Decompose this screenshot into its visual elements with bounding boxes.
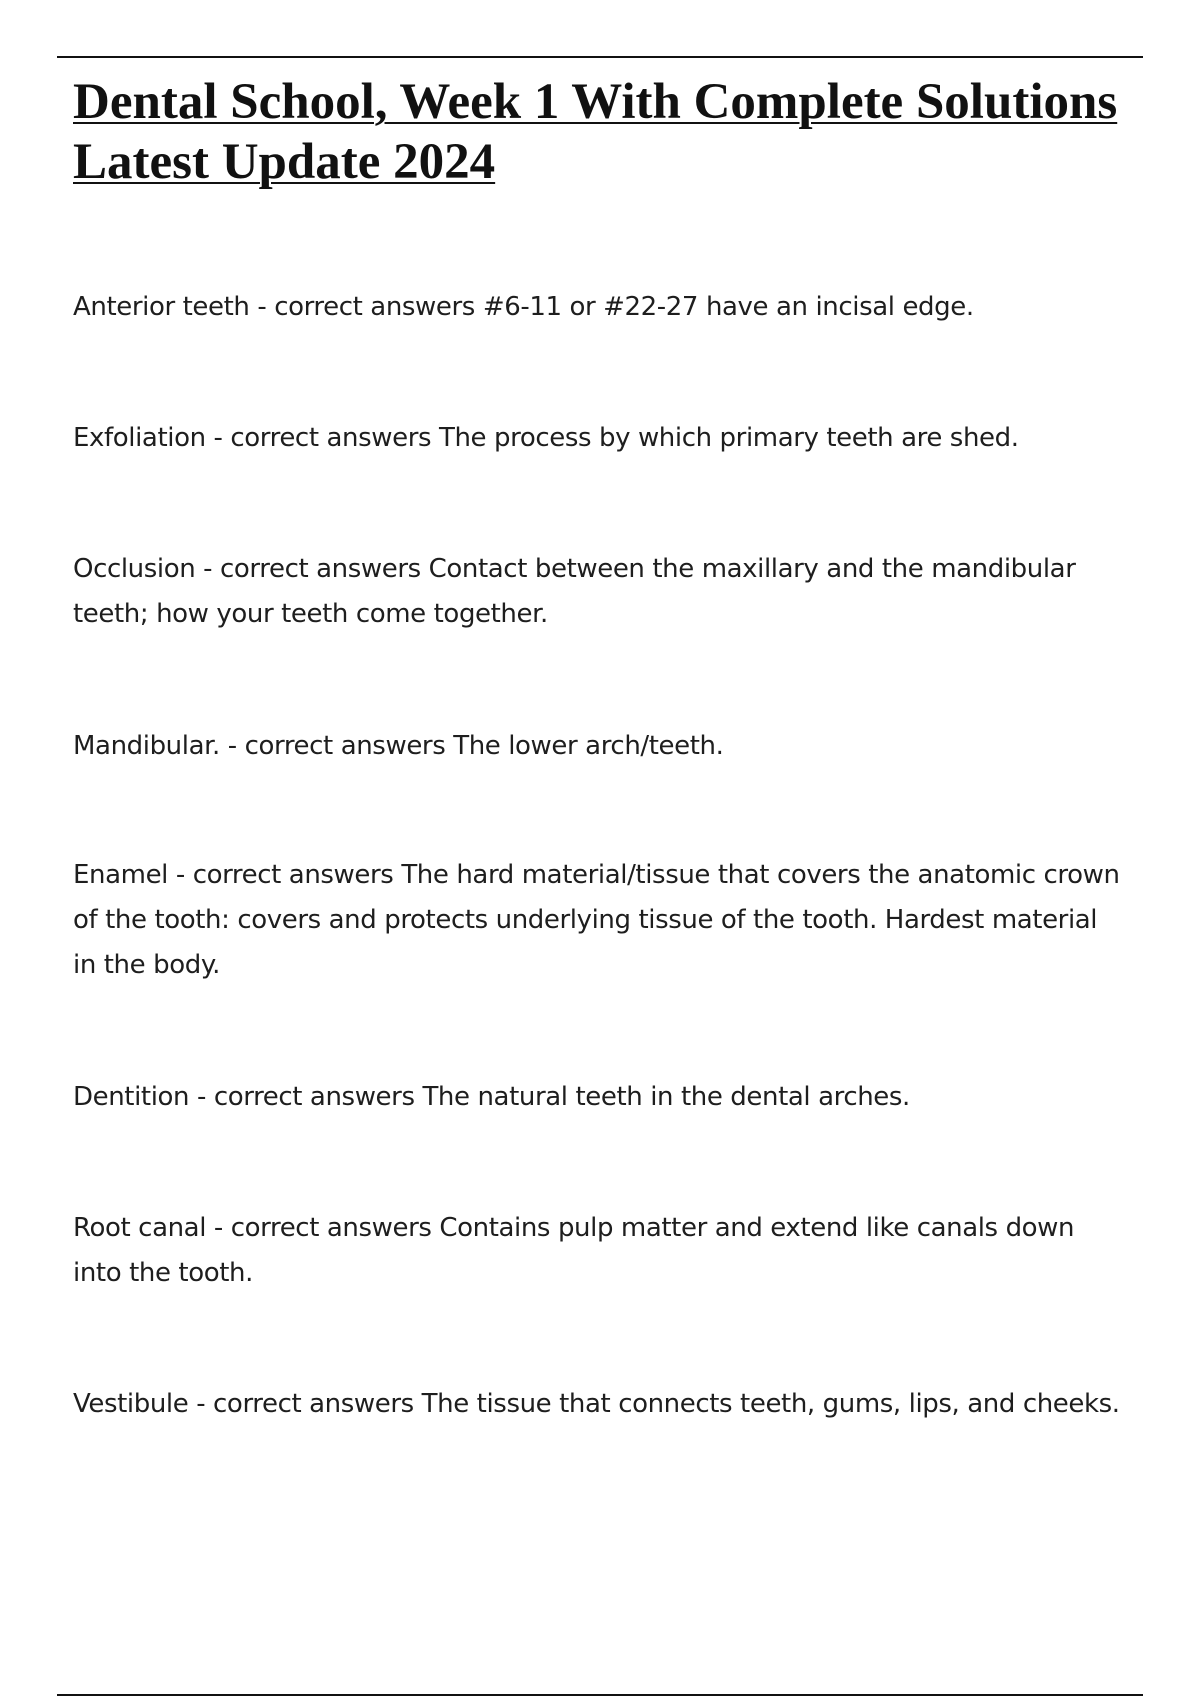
entry-line: Occlusion - correct answers Contact between the maxillary and the mandibular [73, 554, 1076, 584]
entry-line: Anterior teeth - correct answers #6-11 or #22-27 have an incisal edge. [73, 292, 974, 322]
qa-entry-exfoliation [73, 416, 1163, 461]
entry-line: teeth; how your teeth come together. [73, 599, 548, 629]
entry-line: of the tooth: covers and protects underlying tissue of the tooth. Hardest material [73, 905, 1098, 935]
entry-line: Enamel - correct answers The hard material/tissue that covers the anatomic crown [73, 860, 1120, 890]
entry-line: Vestibule - correct answers The tissue that connects teeth, gums, lips, and cheeks. [73, 1389, 1120, 1419]
qa-entry-vestibule [73, 1382, 1163, 1427]
title-line-1: Dental School, Week 1 With Complete Solutions [73, 74, 1118, 130]
qa-entry-enamel [73, 853, 1163, 988]
entry-line: Dentition - correct answers The natural teeth in the dental arches. [73, 1082, 910, 1112]
entry-line: in the body. [73, 950, 220, 980]
document-title [73, 72, 1183, 192]
qa-entry-occlusion [73, 547, 1163, 637]
entry-line: Root canal - correct answers Contains pulp matter and extend like canals down [73, 1213, 1075, 1243]
title-line-2: Latest Update 2024 [73, 134, 496, 190]
qa-entry-root-canal [73, 1206, 1163, 1296]
qa-entry-anterior-teeth [73, 285, 1163, 330]
bottom-rule [57, 1694, 1143, 1696]
entry-line: into the tooth. [73, 1258, 253, 1288]
top-rule [57, 56, 1143, 58]
entry-line: Exfoliation - correct answers The process by which primary teeth are shed. [73, 423, 1019, 453]
qa-entry-mandibular [73, 724, 1163, 769]
entry-line: Mandibular. - correct answers The lower arch/teeth. [73, 731, 724, 761]
qa-entry-dentition [73, 1075, 1163, 1120]
